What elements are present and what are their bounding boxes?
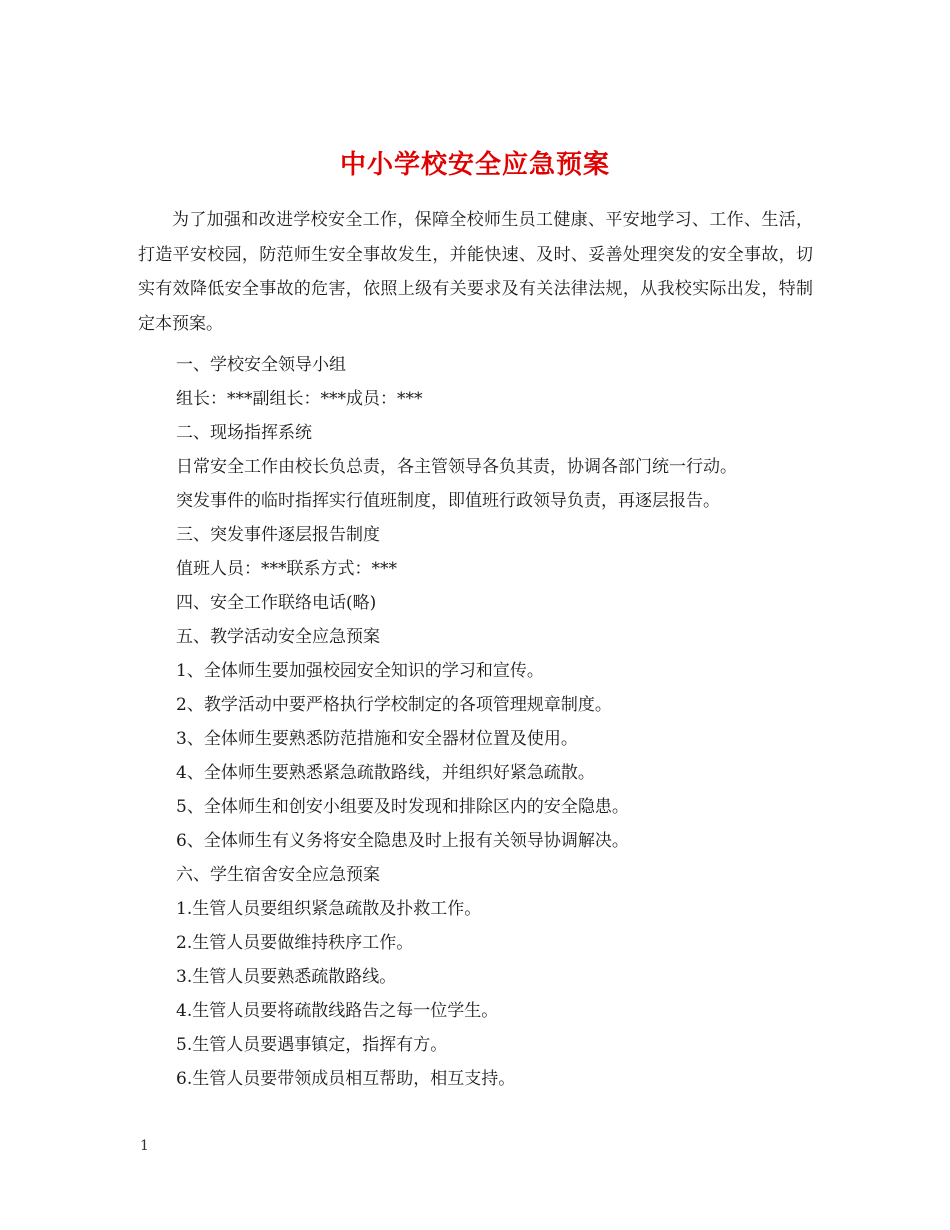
list-item: 3、全体师生要熟悉防范措施和安全器材位置及使用。 (176, 729, 578, 749)
list-item: 3.生管人员要熟悉疏散路线。 (176, 967, 397, 987)
command-line-2: 突发事件的临时指挥实行值班制度，即值班行政领导负责，再逐层报告。 (176, 491, 720, 511)
content-lines (176, 348, 826, 1096)
section-heading-leadership: 一、学校安全领导小组 (176, 355, 346, 375)
list-item: 4.生管人员要将疏散线路告之每一位学生。 (176, 1001, 499, 1021)
document-title: 中小学校安全应急预案 (339, 150, 610, 181)
list-item: 6.生管人员要带领成员相互帮助，相互支持。 (176, 1069, 516, 1089)
list-item: 6、全体师生有义务将安全隐患及时上报有关领导协调解决。 (176, 831, 629, 851)
list-item: 1.生管人员要组织紧急疏散及扑救工作。 (176, 899, 482, 919)
section-heading-reporting: 三、突发事件逐层报告制度 (176, 525, 380, 545)
list-item: 1、全体师生要加强校园安全知识的学习和宣传。 (176, 661, 544, 681)
section-heading-teaching: 五、教学活动安全应急预案 (176, 627, 380, 647)
leadership-members: 组长：***副组长：***成员：*** (176, 389, 423, 409)
list-item: 5、全体师生和创安小组要及时发现和排除区内的安全隐患。 (176, 797, 629, 817)
section-heading-command: 二、现场指挥系统 (176, 423, 312, 443)
command-line-1: 日常安全工作由校长负总责，各主管领导各负其责，协调各部门统一行动。 (176, 457, 737, 477)
list-item: 2.生管人员要做维持秩序工作。 (176, 933, 414, 953)
duty-contact: 值班人员：***联系方式：*** (176, 559, 397, 579)
list-item: 2、教学活动中要严格执行学校制定的各项管理规章制度。 (176, 695, 612, 715)
intro-paragraph: 为了加强和改进学校安全工作，保障全校师生员工健康、平安地学习、工作、生活，打造平安校园，防范师生安全事故发生，并能快速、及时、妥善处理突发的安全事故，切实有效降低安全事故的危害，依照上级有关要求及有关法律法规，从我校实际出发，特制定本预案。 (138, 210, 813, 334)
list-item: 5.生管人员要遇事镇定，指挥有方。 (176, 1035, 448, 1055)
section-heading-dormitory: 六、学生宿舍安全应急预案 (176, 865, 380, 885)
section-heading-phone: 四、安全工作联络电话(略) (176, 593, 377, 613)
page-number: 1 (140, 1138, 149, 1154)
list-item: 4、全体师生要熟悉紧急疏散路线，并组织好紧急疏散。 (176, 763, 595, 783)
